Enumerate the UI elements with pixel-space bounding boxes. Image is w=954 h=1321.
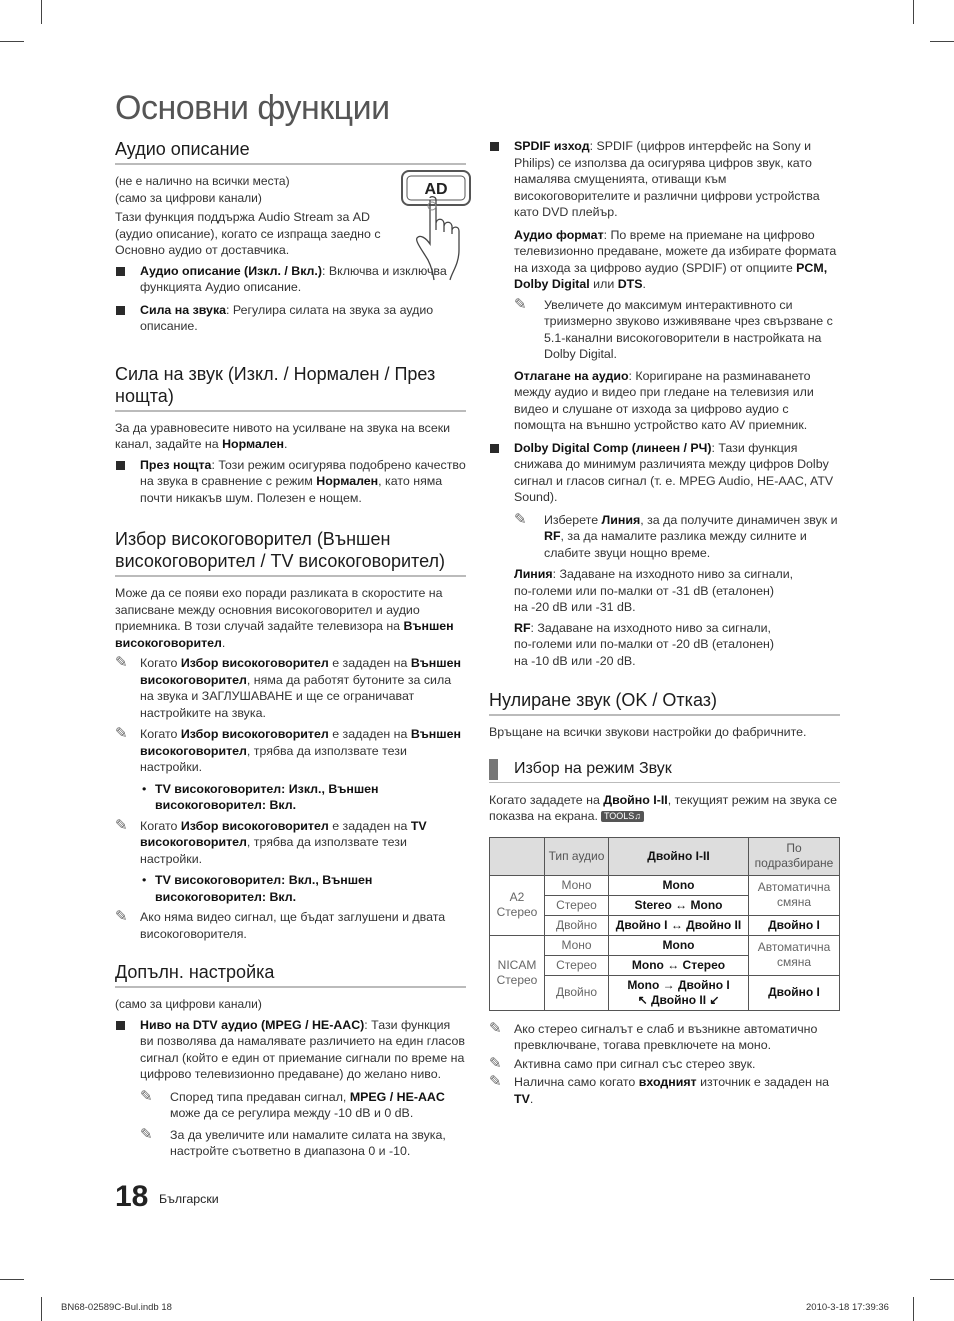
footer-datetime: 2010-3-18 17:39:36	[806, 1302, 889, 1313]
table-cell: Stereo ↔ Mono	[609, 895, 749, 915]
page-number: 18	[115, 1180, 149, 1213]
paragraph: Когато зададете на Двойно I-II, текущият режим на звука се показва на екрана. TOOLS♫	[489, 792, 838, 823]
bold-term: Аудио описание (Изкл. / Вкл.)	[140, 263, 322, 278]
dot-item: • TV високоговорител: Изкл., Външен високоговорител: Вкл.	[142, 781, 379, 812]
note-pen-icon: ✎	[140, 1125, 153, 1143]
heading-bar-icon	[489, 759, 498, 780]
note-pen-icon: ✎	[489, 1019, 502, 1037]
note-item: ✎ За да увеличите или намалите силата на звука, настройте съответно в диапазона 0 и -10.	[140, 1125, 446, 1158]
bullet-square-icon	[116, 267, 125, 276]
bullet-item: SPDIF изход: SPDIF (цифров интерфейс на Sony и Philips) се използва да осигурява цифров звук, като намалява смущенията, отиващи към високоговорителите и различни цифрови устройства като DVD плейър.	[489, 138, 840, 221]
table-header-row	[490, 837, 840, 875]
section-heading-sound-reset: Нулиране звук (OK / Отказ)	[489, 689, 840, 716]
crop-mark	[930, 1279, 954, 1280]
bullet-square-icon	[490, 142, 499, 151]
note-pen-icon: ✎	[489, 1054, 502, 1072]
note-item: ✎ Когато Избор високоговорител е зададен на Външен високоговорител, няма да работят бутоните за сила на звука и ЗАГЛУШАВАНЕ и ще се ограничават настройките на звука.	[115, 654, 461, 720]
paragraph: Връщане на всички звукови настройки до фабричните.	[489, 725, 807, 739]
note-item: ✎ Ако стерео сигналът е слаб и възникне автоматично превключване, тогава превключете на моно.	[489, 1019, 818, 1052]
table-cell: Моно	[545, 875, 609, 895]
left-column	[115, 138, 466, 1165]
bullet-item: Ниво на DTV аудио (MPEG / HE-AAC): Тази функция ви позволява да намалявате различието на един гласов сигнал (който е един от приемание сигнали по време на цифрово телевизионно предаване) до желано ниво.	[115, 1017, 466, 1083]
note-pen-icon: ✎	[514, 510, 527, 528]
note-item: ✎ Когато Избор високоговорител е зададен на TV високоговорител, трябва да използвате тези настройки.	[115, 816, 427, 866]
table-cell: NICAM Стерео	[490, 935, 545, 1010]
table-cell: Mono	[609, 935, 749, 955]
crop-mark	[930, 41, 954, 42]
bold-term: Сила на звука	[140, 302, 227, 317]
table-cell: Автоматична смяна	[749, 875, 840, 915]
paragraph: Отлагане на аудио: Коригиране на разминаването между аудио и видео при гледане на телевизия или видео и слушане от изхода за цифрово аудио с помощта на външно устройство като AV приемник.	[514, 368, 814, 432]
table-header: Двойно I-II	[609, 837, 749, 875]
table-cell: Двойно I	[749, 915, 840, 935]
table-header-empty	[490, 837, 545, 875]
bullet-square-icon	[116, 461, 125, 470]
footer-file-name: BN68-02589C-Bul.indb 18	[61, 1302, 172, 1313]
table-cell: Mono	[609, 875, 749, 895]
paragraph: (само за цифрови канали)	[115, 997, 262, 1011]
crop-mark	[913, 1297, 914, 1321]
crop-mark	[0, 1279, 24, 1280]
language-label: Български	[159, 1192, 219, 1206]
paragraph: Аудио формат: По време на приемане на цифрово телевизионно предаване, можете да избирате формата на изхода за цифрово аудио (SPDIF) от опциите PCM, Dolby Digital или DTS.	[514, 227, 837, 291]
section-heading-volume: Сила на звук (Изкл. / Нормален / През нощта)	[115, 363, 466, 412]
crop-mark	[913, 0, 914, 24]
section-heading-audio-description: Аудио описание	[115, 138, 466, 165]
bullet-item: През нощта: Този режим осигурява подобрено качество на звука в сравнение с режим Нормален, като няма почти никакъв шум. Полезен е нощем.	[115, 457, 466, 507]
crop-mark	[0, 41, 24, 42]
table-cell: Стерео	[545, 895, 609, 915]
table-cell: Mono ↔ Стерео	[609, 955, 749, 975]
bullet-text: : Регулира силата на звука за аудио описание.	[140, 302, 434, 333]
paragraph: RF: Задаване на изходното ниво за сигнали, по-големи или по-малки от -20 dB (еталонен) на -10 dB или -20 dB.	[514, 620, 774, 668]
note-item: ✎ Ако няма видео сигнал, ще бъдат заглушени и двата високоговорителя.	[115, 908, 446, 941]
tools-icon: TOOLS♫	[601, 811, 644, 822]
note-pen-icon: ✎	[115, 816, 128, 834]
table-cell: A2 Стерео	[490, 875, 545, 935]
page-title: Основни функции	[115, 89, 390, 127]
note-pen-icon: ✎	[115, 725, 128, 742]
bullet-square-icon	[490, 444, 499, 453]
table-cell: Автоматична смяна	[749, 935, 840, 975]
table-cell: Mono → Двойно I ↖ Двойно II ↙	[609, 975, 749, 1010]
note-pen-icon: ✎	[514, 295, 527, 313]
bullet-item	[115, 263, 466, 296]
right-column	[489, 138, 840, 1112]
table-header: Тип аудио	[545, 837, 609, 875]
sound-mode-table	[489, 837, 840, 1011]
table-cell: Двойно I	[749, 975, 840, 1010]
note-item: ✎ Изберете Линия, за да получите динамичен звук и RF, за да намалите разлика между силните и слабите звуци нощно време.	[514, 510, 838, 560]
paragraph: Линия: Задаване на изходното ниво за сигнали, по-големи или по-малки от -31 dB (еталонен) на -20 dB или -31 dB.	[514, 567, 794, 614]
note-pen-icon: ✎	[115, 654, 128, 671]
region-note: (не е налично на всички места)	[115, 174, 290, 188]
ad-label: AD	[424, 181, 448, 198]
bullet-item: Dolby Digital Comp (линеен / РЧ): Тази функция снижава до минимум различията между цифров Dolby сигнал и гласов сигнал (т. е. MPEG Audio, HE-AAC, ATV Sound).	[489, 440, 840, 506]
table-cell: Двойно	[545, 975, 609, 1010]
bullet-item	[115, 302, 466, 335]
bullet-square-icon	[116, 306, 125, 315]
paragraph: Тази функция поддържа Audio Stream за AD (аудио описание), когато се изпраща заедно с Основно аудио от доставчика.	[115, 210, 381, 257]
dot-item: • TV високоговорител: Вкл., Външен високоговорител: Вкл.	[142, 873, 373, 904]
section-heading-additional-setting: Допълн. настройка	[115, 961, 466, 988]
crop-mark	[41, 0, 42, 24]
table-row	[490, 875, 840, 895]
paragraph: Може да се появи ехо поради разликата в скоростите на записване между основния високоговорител и аудио приемника. В този случай задайте телевизора на Външен високоговорител.	[115, 586, 454, 650]
note-item: ✎ Налична само когато входният източник е зададен на TV.	[489, 1073, 830, 1106]
table-header: По подразбиране	[749, 837, 840, 875]
table-row	[490, 935, 840, 955]
dot-bullet-icon: •	[142, 781, 147, 796]
table-cell: Двойно I ↔ Двойно II	[609, 915, 749, 935]
note-pen-icon: ✎	[140, 1087, 153, 1105]
note-item: ✎ Според типа предаван сигнал, MPEG / HE-AAC може да се регулира между -10 dB и 0 dB.	[140, 1087, 445, 1120]
bullet-text: : Включва и изключва функцията Аудио описание.	[140, 263, 447, 294]
dot-bullet-icon: •	[142, 873, 147, 887]
table-cell: Стерео	[545, 955, 609, 975]
note-item: ✎ Когато Избор високоговорител е зададен на Външен високоговорител, трябва да използвате тези настройки.	[115, 725, 461, 774]
note-pen-icon: ✎	[115, 908, 128, 925]
subsection-heading-sound-mode: Избор на режим Звук	[489, 759, 840, 783]
note-item: ✎ Активна само при сигнал със стерео звук.	[489, 1054, 756, 1072]
note-pen-icon: ✎	[489, 1073, 502, 1090]
table-cell: Двойно	[545, 915, 609, 935]
note-item: ✎ Увеличете до максимум интерактивното си триизмерно звуково изживяване чрез свързване с 5.1-канални високоговорители в настройката на Dolby Digital.	[514, 295, 833, 361]
bullet-square-icon	[116, 1021, 125, 1030]
section-heading-speaker-select: Избор високоговорител (Външен високоговорител / TV високоговорител)	[115, 528, 466, 577]
table-cell: Моно	[545, 935, 609, 955]
crop-mark	[41, 1297, 42, 1321]
digital-note: (само за цифрови канали)	[115, 190, 262, 205]
paragraph: За да уравновесите нивото на усилване на звука на всеки канал, задайте на Нормален.	[115, 420, 451, 451]
